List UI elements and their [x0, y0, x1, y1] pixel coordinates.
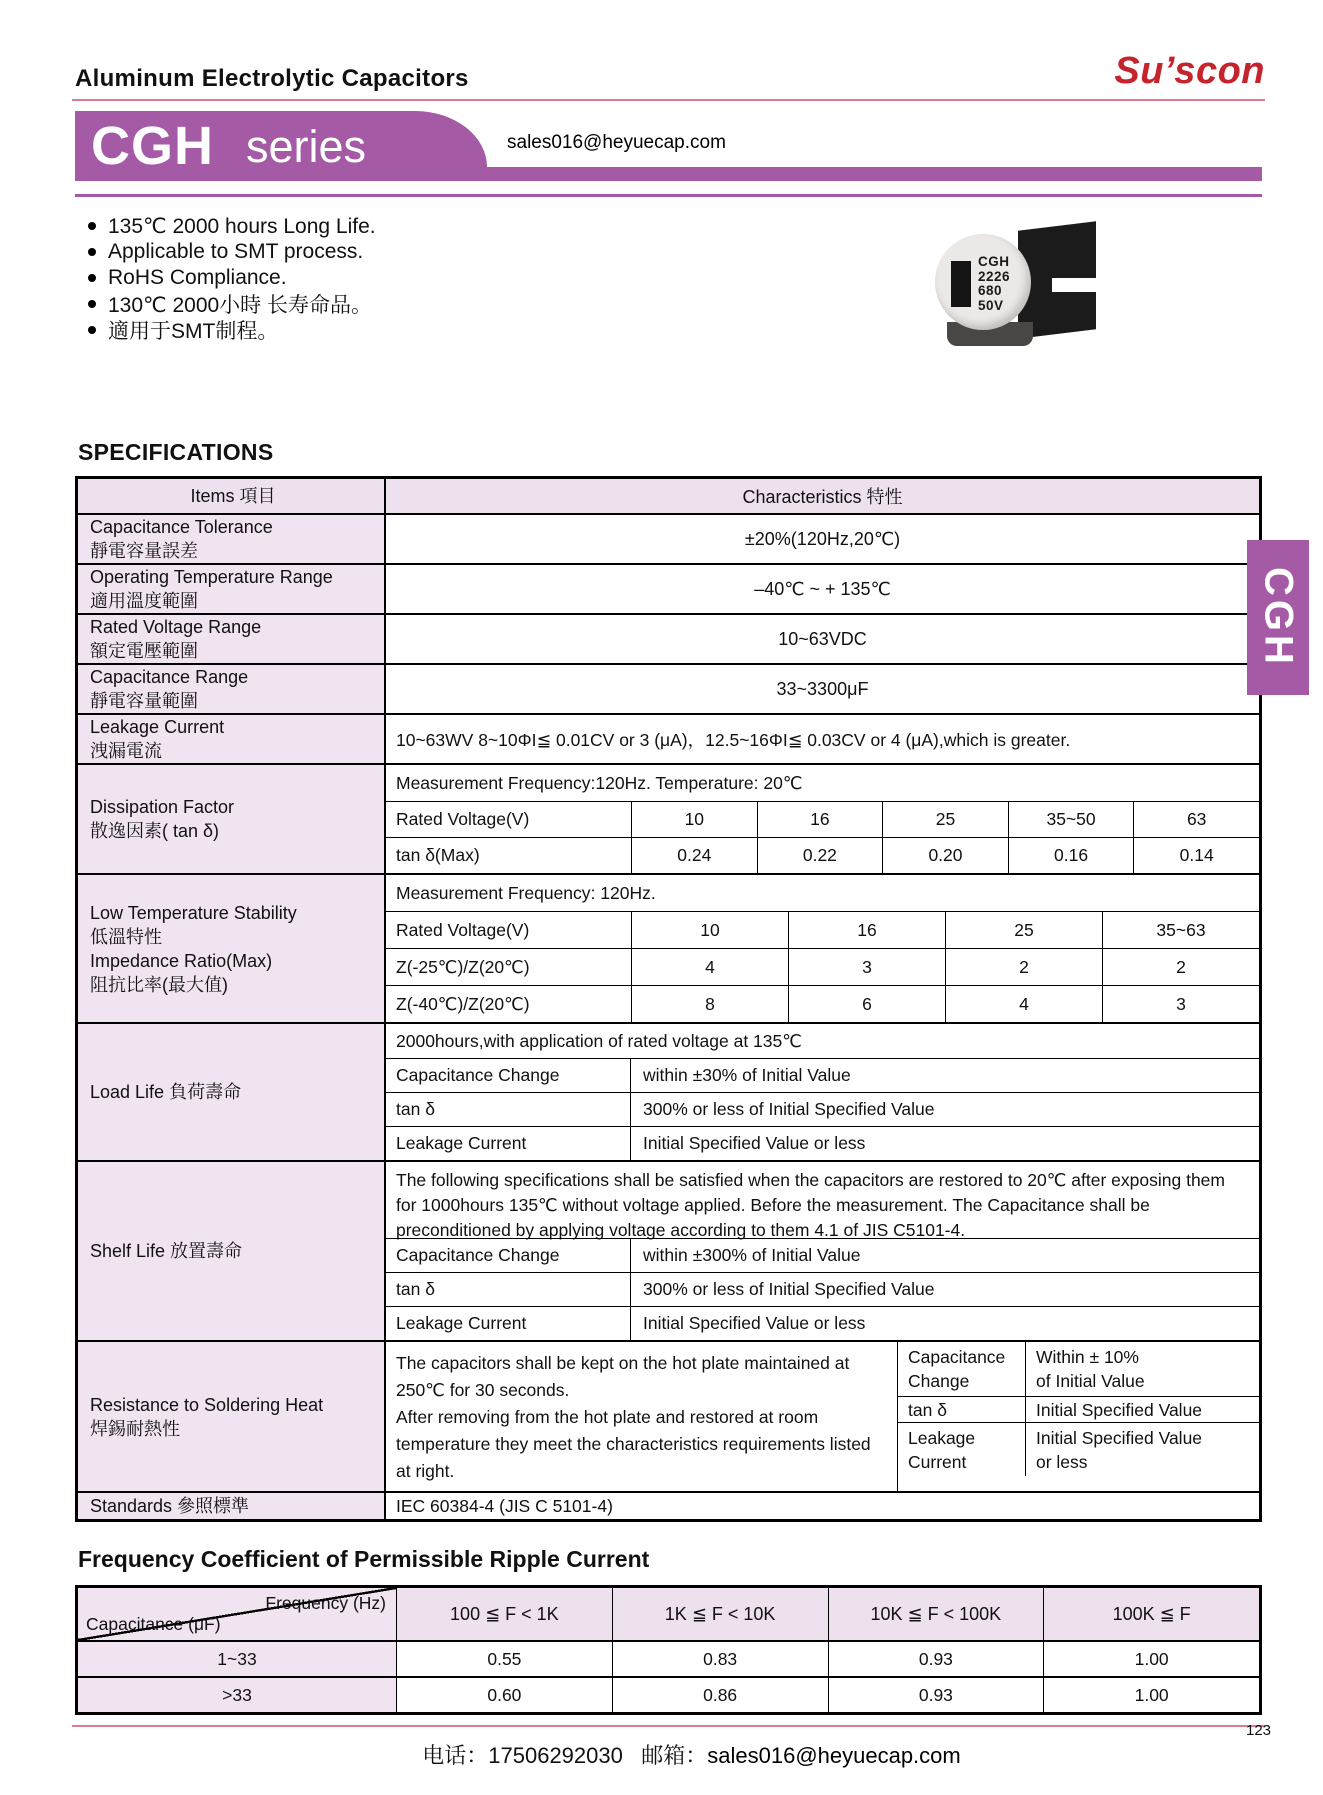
- row-label-zh: 焊錫耐熱性: [90, 1418, 180, 1439]
- criteria-value: Initial Specified Value or less: [643, 1133, 866, 1153]
- criteria-value-line1: Initial Specified Value: [1036, 1399, 1203, 1420]
- bullet-icon: [88, 222, 96, 230]
- row-label-zh: 適用溫度範圍: [90, 591, 198, 611]
- row-label-en: Capacitance Tolerance: [90, 517, 273, 537]
- voltage-cell: 16: [788, 912, 945, 948]
- feature-text: Applicable to SMT process.: [108, 240, 364, 263]
- phone-number: 17506292030: [488, 1743, 623, 1768]
- frequency-col-header: 100 ≦ F < 1K: [396, 1588, 612, 1640]
- specifications-heading: SPECIFICATIONS: [78, 439, 274, 465]
- criteria-value: within ±300% of Initial Value: [643, 1245, 861, 1265]
- tan-cell: 0.22: [757, 838, 883, 873]
- criteria-label: Capacitance Change: [386, 1239, 631, 1272]
- row-label-en: Dissipation Factor: [90, 797, 235, 817]
- row-label-zh: 散逸因素( tan δ): [90, 821, 220, 841]
- row-label-zh: 靜電容量誤差: [90, 541, 198, 561]
- row-label-en: Operating Temperature Range: [90, 567, 333, 587]
- shelf-life-row: [386, 1272, 1259, 1306]
- criteria-label: tan δ: [386, 1273, 631, 1306]
- feature-text: 130℃ 2000小時 长寿命品。: [108, 294, 373, 317]
- spec-row-capacitance-tolerance: [78, 513, 1259, 563]
- row-label-en: Rated Voltage Range: [90, 617, 262, 637]
- criteria-label: [898, 1397, 1026, 1422]
- spec-row-rated-voltage: [78, 613, 1259, 663]
- spec-row-standards: [78, 1491, 1259, 1519]
- row-label: [78, 565, 386, 613]
- row-label-en2: Impedance Ratio(Max): [90, 950, 273, 971]
- spec-row-operating-temperature: [78, 563, 1259, 613]
- specifications-table: [75, 476, 1262, 1522]
- row-label: [78, 1493, 386, 1519]
- soldering-row: [898, 1342, 1259, 1396]
- frequency-col-header: 100K ≦ F: [1043, 1588, 1259, 1640]
- spec-row-low-temperature: [78, 873, 1259, 1022]
- measurement-note: Measurement Frequency: 120Hz.: [396, 882, 656, 903]
- column-header-characteristics: Characteristics 特性: [386, 479, 1259, 513]
- bullet-icon: [88, 248, 96, 256]
- criteria-value: 300% or less of Initial Specified Value: [643, 1099, 935, 1119]
- row-label-en: Resistance to Soldering Heat: [90, 1394, 324, 1415]
- frequency-data-row: [78, 1640, 1259, 1676]
- series-name: CGH: [91, 116, 214, 176]
- bullet-icon: [88, 300, 96, 308]
- frequency-col-header: 10K ≦ F < 100K: [828, 1588, 1044, 1640]
- criteria-label: Leakage Current: [386, 1307, 631, 1340]
- capacitance-range-cell: >33: [78, 1678, 396, 1712]
- criteria-value: within ±30% of Initial Value: [643, 1065, 851, 1085]
- banner-strip: [475, 167, 1262, 181]
- diagonal-corner-cell: [78, 1588, 396, 1640]
- criteria-label-line1: tan δ: [908, 1399, 947, 1420]
- soldering-description: [386, 1342, 898, 1491]
- feature-item: [88, 317, 788, 343]
- criteria-label: [898, 1342, 1026, 1396]
- side-tab-label: CGH: [1256, 567, 1301, 668]
- sub-row-label: Rated Voltage(V): [396, 919, 530, 940]
- feature-text: 135℃ 2000 hours Long Life.: [108, 214, 376, 238]
- spec-row-shelf-life: [78, 1160, 1259, 1340]
- dissipation-voltage-row: [386, 801, 1259, 837]
- impedance-cell: 6: [788, 986, 945, 1022]
- marking-lot: 2226: [978, 268, 1011, 284]
- row-label-zh: 靜電容量範圍: [90, 691, 198, 711]
- side-tab-cgh: [1247, 540, 1309, 695]
- page-header: [75, 50, 1265, 93]
- row-label-zh: 低溫特性: [90, 926, 162, 947]
- soldering-row: [898, 1396, 1259, 1422]
- dissipation-tan-row: [386, 837, 1259, 873]
- spec-row-soldering-heat: [78, 1340, 1259, 1491]
- row-label: [78, 1024, 386, 1160]
- criteria-value: [1026, 1423, 1259, 1476]
- frequency-data-row: [78, 1676, 1259, 1712]
- criteria-label-line2: Current: [908, 1451, 967, 1472]
- capacitor-photo: [933, 212, 1098, 352]
- row-label-en: Low Temperature Stability: [90, 902, 297, 923]
- page-title: Aluminum Electrolytic Capacitors: [75, 65, 469, 92]
- test-condition: The following specifications shall be satisfied when the capacitors are restored to 20℃ after exposing them for 1000hours 135℃ without voltage applied. Before the measurement. The Capacitance shall be preconditioned by applying voltage according to them 4.1 of JIS C5101-4.: [396, 1170, 1225, 1240]
- corner-label-capacitance: Capacitance (μF): [86, 1614, 221, 1634]
- tan-cell: 0.16: [1008, 838, 1134, 873]
- row-label-combined: Load Life 負荷壽命: [90, 1082, 242, 1102]
- row-label: [78, 515, 386, 563]
- capacitor-marking: [978, 255, 1010, 313]
- spec-row-dissipation-factor: [78, 763, 1259, 873]
- criteria-label-line1: Leakage: [908, 1427, 976, 1448]
- load-life-row: [386, 1092, 1259, 1126]
- coefficient-cell: 0.55: [396, 1642, 612, 1676]
- row-value: ±20%(120Hz,20℃): [744, 528, 901, 549]
- voltage-cell: 10: [631, 802, 757, 837]
- smd-chip-notch: [1052, 278, 1098, 292]
- email-label: 邮箱：: [641, 1743, 708, 1768]
- spec-header-row: [78, 479, 1259, 513]
- feature-list: [88, 213, 788, 343]
- brand-logo: Su’scon: [1114, 50, 1265, 92]
- feature-item: [88, 213, 788, 239]
- coefficient-cell: 1.00: [1043, 1642, 1259, 1676]
- bullet-icon: [88, 274, 96, 282]
- shelf-life-row: [386, 1238, 1259, 1272]
- phone-label: 电话：: [422, 1743, 489, 1768]
- row-label: [78, 1342, 386, 1491]
- impedance-cell: 2: [1102, 949, 1259, 985]
- frequency-header-row: [78, 1588, 1259, 1640]
- spec-row-load-life: [78, 1022, 1259, 1160]
- tan-cell: 0.24: [631, 838, 757, 873]
- sub-row-label: Rated Voltage(V): [396, 809, 530, 829]
- criteria-label: tan δ: [386, 1093, 631, 1126]
- criteria-label: Capacitance Change: [386, 1059, 631, 1092]
- row-label: [78, 875, 386, 1022]
- criteria-value-line1: Initial Specified Value: [1036, 1427, 1203, 1448]
- bullet-icon: [88, 326, 96, 334]
- row-label-en: Capacitance Range: [90, 667, 249, 687]
- row-value: 10~63WV 8~10ΦI≦ 0.01CV or 3 (μA)，12.5~16ΦI≦ 0.03CV or 4 (μA),which is greater.: [396, 729, 1071, 750]
- row-label-zh: 額定電壓範圍: [90, 641, 198, 661]
- voltage-cell: 63: [1133, 802, 1259, 837]
- feature-item: [88, 239, 788, 265]
- measurement-note: Measurement Frequency:120Hz. Temperature: 20℃: [396, 772, 803, 793]
- series-banner: [75, 111, 1262, 181]
- criteria-label-line2: Change: [908, 1371, 970, 1391]
- low-temp-subtable: [386, 875, 1259, 1022]
- row-label: [78, 715, 386, 763]
- impedance-z40-row: [386, 985, 1259, 1022]
- coefficient-cell: 0.93: [828, 1678, 1044, 1712]
- contact-email-link[interactable]: sales016@heyuecap.com: [507, 132, 726, 153]
- shelf-life-subtable: [386, 1162, 1259, 1340]
- voltage-cell: 25: [945, 912, 1102, 948]
- footer-email-link[interactable]: sales016@heyuecap.com: [707, 1743, 961, 1768]
- row-label-en: Leakage Current: [90, 717, 225, 737]
- capacitance-range-cell: 1~33: [78, 1642, 396, 1676]
- impedance-cell: 4: [631, 949, 788, 985]
- impedance-cell: 3: [788, 949, 945, 985]
- spec-row-capacitance-range: [78, 663, 1259, 713]
- dissipation-subtable: [386, 765, 1259, 873]
- criteria-value-line2: or less: [1036, 1451, 1088, 1472]
- criteria-value-line1: Within ± 10%: [1036, 1347, 1139, 1367]
- voltage-cell: 35~63: [1102, 912, 1259, 948]
- row-label: [78, 765, 386, 873]
- feature-text: 適用于SMT制程。: [108, 320, 279, 343]
- soldering-desc-line2: After removing from the hot plate and restored at room temperature they meet the characteristics requirements listed at right.: [396, 1407, 871, 1481]
- row-label-zh: 洩漏電流: [90, 741, 162, 761]
- coefficient-cell: 1.00: [1043, 1678, 1259, 1712]
- low-temp-voltage-row: [386, 911, 1259, 948]
- marking-series: CGH: [978, 254, 1010, 269]
- tan-cell: 0.20: [882, 838, 1008, 873]
- page-number: 123: [1246, 1722, 1272, 1739]
- voltage-cell: 16: [757, 802, 883, 837]
- tan-cell: 0.14: [1133, 838, 1259, 873]
- corner-label-frequency: Frequency (Hz): [265, 1593, 386, 1613]
- criteria-label-line1: Capacitance: [908, 1347, 1006, 1367]
- feature-item: [88, 291, 788, 317]
- row-label-combined: Standards 參照標準: [90, 1496, 250, 1516]
- criteria-value: [1026, 1397, 1259, 1422]
- voltage-cell: 10: [631, 912, 788, 948]
- impedance-cell: 8: [631, 986, 788, 1022]
- criteria-value: 300% or less of Initial Specified Value: [643, 1279, 935, 1299]
- spacer: [629, 1743, 635, 1768]
- load-life-subtable: [386, 1024, 1259, 1160]
- feature-item: [88, 265, 788, 291]
- soldering-desc-line1: The capacitors shall be kept on the hot plate maintained at 250℃ for 30 seconds.: [396, 1353, 850, 1400]
- criteria-label: Leakage Current: [386, 1127, 631, 1160]
- frequency-col-header: 1K ≦ F < 10K: [612, 1588, 828, 1640]
- soldering-subtable: [386, 1342, 1259, 1491]
- row-label-zh2: 阻抗比率(最大值): [90, 974, 228, 995]
- row-label-combined: Shelf Life 放置壽命: [90, 1241, 243, 1261]
- footer-divider: [72, 1725, 1265, 1727]
- soldering-criteria: [898, 1342, 1259, 1491]
- column-header-items: Items 項目: [78, 479, 386, 513]
- load-life-row: [386, 1126, 1259, 1160]
- polarity-bar: [951, 261, 971, 307]
- row-label: [78, 1162, 386, 1340]
- banner-divider: [75, 194, 1262, 197]
- footer-contact: [0, 1739, 1323, 1770]
- coefficient-cell: 0.83: [612, 1642, 828, 1676]
- criteria-label: [898, 1423, 1026, 1476]
- voltage-cell: 35~50: [1008, 802, 1134, 837]
- impedance-z25-row: [386, 948, 1259, 985]
- coefficient-cell: 0.93: [828, 1642, 1044, 1676]
- load-life-row: [386, 1058, 1259, 1092]
- series-suffix-label: series: [246, 120, 367, 172]
- header-divider: [72, 99, 1265, 101]
- marking-capacitance: 680: [978, 283, 1003, 298]
- marking-voltage: 50V: [978, 297, 1004, 313]
- coefficient-cell: 0.60: [396, 1678, 612, 1712]
- shelf-life-row: [386, 1306, 1259, 1340]
- sub-row-label: Z(-25℃)/Z(20℃): [396, 956, 530, 977]
- frequency-table: [75, 1585, 1262, 1715]
- sub-row-label: tan δ(Max): [396, 845, 480, 865]
- row-value: 33~3300μF: [776, 678, 869, 699]
- feature-text: RoHS Compliance.: [108, 266, 287, 289]
- criteria-value: [1026, 1342, 1259, 1396]
- series-banner-shape: [75, 111, 487, 181]
- test-condition: 2000hours,with application of rated voltage at 135℃: [396, 1030, 802, 1051]
- soldering-row: [898, 1422, 1259, 1476]
- row-label: [78, 615, 386, 663]
- impedance-cell: 3: [1102, 986, 1259, 1022]
- frequency-heading: Frequency Coefficient of Permissible Ripple Current: [78, 1546, 650, 1572]
- row-value: IEC 60384-4 (JIS C 5101-4): [396, 1495, 613, 1516]
- coefficient-cell: 0.86: [612, 1678, 828, 1712]
- criteria-value-line2: of Initial Value: [1036, 1371, 1145, 1391]
- impedance-cell: 2: [945, 949, 1102, 985]
- voltage-cell: 25: [882, 802, 1008, 837]
- criteria-value: Initial Specified Value or less: [643, 1313, 866, 1333]
- row-value: –40℃ ~ + 135℃: [754, 578, 891, 599]
- sub-row-label: Z(-40℃)/Z(20℃): [396, 993, 530, 1014]
- impedance-cell: 4: [945, 986, 1102, 1022]
- row-label: [78, 665, 386, 713]
- spec-row-leakage-current: [78, 713, 1259, 763]
- capacitor-top-face: [935, 234, 1031, 330]
- row-value: 10~63VDC: [778, 628, 867, 649]
